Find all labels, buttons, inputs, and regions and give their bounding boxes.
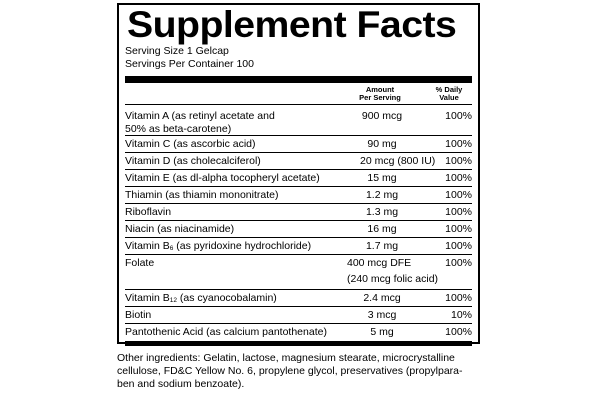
nutrient-row-folate — [125, 255, 472, 290]
nutrient-daily-value: 100% — [445, 189, 472, 201]
nutrient-name: Vitamin B12 (as cyanocobalamin) — [125, 292, 277, 304]
nutrient-row-vitamin-b6 — [125, 238, 472, 255]
nutrient-row-biotin — [125, 307, 472, 324]
nutrient-amount: 900 mcg — [361, 110, 403, 122]
nutrient-name: Pantothenic Acid (as calcium pantothenate) — [125, 326, 327, 338]
nutrient-daily-value: 100% — [445, 240, 472, 252]
nutrient-name: Vitamin B6 (as pyridoxine hydrochloride) — [125, 240, 312, 252]
nutrient-row-vitamin-d — [125, 153, 472, 170]
nutrient-amount: 1.2 mg — [365, 189, 399, 201]
nutrient-amount: 3 mcg — [367, 309, 397, 321]
nutrient-amount: 2.4 mcg — [363, 292, 401, 304]
nutrient-row-thiamin — [125, 187, 472, 204]
serving-size: Serving Size 1 Gelcap — [125, 45, 229, 57]
panel-title: Supplement Facts — [127, 4, 457, 45]
nutrient-daily-value: 100% — [445, 155, 472, 167]
nutrient-daily-value: 10% — [450, 309, 472, 321]
nutrient-daily-value: 100% — [445, 110, 472, 122]
thick-divider — [125, 76, 472, 83]
nutrient-amount: 20 mcg (800 IU) — [360, 155, 436, 167]
nutrient-name: Riboflavin — [125, 206, 172, 218]
nutrient-row-niacin — [125, 221, 472, 238]
servings-per-container: Servings Per Container 100 — [125, 58, 254, 70]
nutrient-name: Thiamin (as thiamin mononitrate) — [125, 189, 279, 201]
nutrient-row-vitamin-a — [125, 105, 472, 136]
column-headers — [125, 83, 472, 105]
nutrient-amount: 400 mcg DFE — [347, 257, 412, 269]
nutrient-amount: 1.3 mg — [365, 206, 399, 218]
daily-value-header: % Daily Value — [435, 85, 463, 102]
nutrient-name: Folate — [125, 257, 155, 269]
nutrient-amount: 16 mg — [367, 223, 397, 235]
nutrient-amount: 1.7 mg — [365, 240, 399, 252]
amount-header: Amount Per Serving — [359, 85, 401, 102]
nutrient-daily-value: 100% — [445, 172, 472, 184]
nutrient-amount: 90 mg — [367, 138, 397, 150]
other-ingredients: Other ingredients: Gelatin, lactose, magnesium stearate, microcrystalline cellulose, FD&C Yellow No. 6, propylene glycol, preservatives (propylpara- ben and sodium benzoate). — [117, 352, 463, 390]
nutrient-row-vitamin-b12 — [125, 290, 472, 307]
nutrient-row-pantothenic-acid — [125, 324, 472, 341]
nutrient-row-riboflavin — [125, 204, 472, 221]
nutrient-name: Vitamin E (as dl-alpha tocopheryl acetate) — [125, 172, 320, 184]
bottom-divider — [125, 341, 472, 346]
nutrient-daily-value: 100% — [445, 223, 472, 235]
nutrient-daily-value: 100% — [445, 292, 472, 304]
supplement-facts-panel — [117, 3, 480, 344]
nutrient-amount: 5 mg — [370, 326, 394, 338]
nutrient-daily-value: 100% — [445, 206, 472, 218]
nutrient-name: Niacin (as niacinamide) — [125, 223, 235, 235]
nutrient-name: Vitamin D (as cholecalciferol) — [125, 155, 261, 167]
nutrient-name: Biotin — [125, 309, 152, 321]
nutrient-amount: 15 mg — [367, 172, 397, 184]
nutrient-name: Vitamin C (as ascorbic acid) — [125, 138, 256, 150]
nutrient-row-vitamin-e — [125, 170, 472, 187]
nutrient-row-vitamin-c — [125, 136, 472, 153]
nutrient-daily-value: 100% — [445, 138, 472, 150]
nutrient-daily-value: 100% — [445, 257, 472, 269]
nutrient-name: Vitamin A (as retinyl acetate and 50% as beta-carotene) — [125, 110, 275, 135]
nutrient-amount-detail: (240 mcg folic acid) — [347, 273, 439, 285]
nutrient-daily-value: 100% — [445, 326, 472, 338]
